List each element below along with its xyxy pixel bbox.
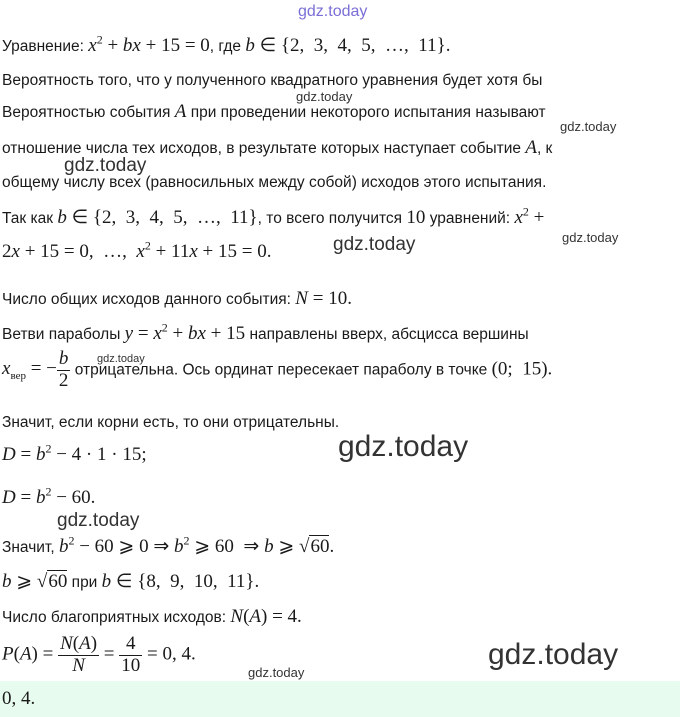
roots-negative: Значит, если корни есть, то они отрицательны. [2, 414, 340, 431]
watermark: gdz.today [562, 230, 619, 245]
equation-line: Уравнение: $x^2$ + bx + 15 = 0, где b ∈ {2, 3, 4, 5, …, 11}. [2, 32, 451, 56]
probability-formula: P(A) = $\frac{N(A)}{N}$ = $\frac{4}{10}$ = 0, 4. [2, 633, 196, 676]
equations-list: 2x + 15 = 0, …, $x^2 + 11x + 15 = 0$. [2, 238, 272, 262]
parabola-branches: Ветви параболы $y = x^2$ + bx + 15 направлены вверх, абсцисса вершины [2, 320, 529, 344]
definition-line-3: общему числу всех (равносильных между собой) исходов этого испытания. [2, 174, 547, 191]
answer-value: 0, 4. [2, 688, 36, 709]
total-outcomes: Число общих исходов данного события: N = 10. [2, 288, 352, 309]
since-line: Так как b ∈ {2, 3, 4, 5, …, 11}, то всего получится 10 уравнений: $x^2$ + [2, 204, 545, 228]
watermark: gdz.today [298, 3, 368, 20]
watermark: gdz.today [248, 665, 305, 680]
watermark: gdz.today [338, 430, 469, 463]
answer-box [0, 681, 680, 717]
watermark: gdz.today [64, 155, 147, 176]
inequality-line: Значит, $b^2 - 60$ ⩾ 0 ⇒ $b^2$ ⩾ 60 ⇒ b ⩾ √60. [2, 533, 335, 557]
watermark: gdz.today [488, 638, 619, 671]
watermark: gdz.today [333, 234, 416, 255]
watermark: gdz.today [296, 89, 353, 104]
probability-intro: Вероятность того, что у полученного квадратного уравнения будет хотя бы [2, 72, 543, 89]
b-values-line: b ⩾ √60 при b ∈ {8, 9, 10, 11}. [2, 571, 260, 592]
vertex-line: $x_{вер}$ = − $\frac{b}{2}$ отрицательна. Ось ординат пересекает параболу в точке (0; 15). [2, 348, 553, 391]
watermark: gdz.today [97, 353, 145, 365]
favorable-outcomes: Число благоприятных исходов: N(A) = 4. [2, 606, 302, 627]
watermark: gdz.today [560, 119, 617, 134]
definition-line-1: Вероятностью события A при проведении некоторого испытания называют [2, 101, 546, 122]
discriminant-2: $D = b^2 - 60$. [2, 484, 96, 508]
watermark: gdz.today [57, 510, 140, 531]
definition-line-2: отношение числа тех исходов, в результате которых наступает событие A, к [2, 137, 553, 158]
discriminant-1: $D = b^2 - 4 \cdot 1 \cdot 15$; [2, 441, 147, 465]
